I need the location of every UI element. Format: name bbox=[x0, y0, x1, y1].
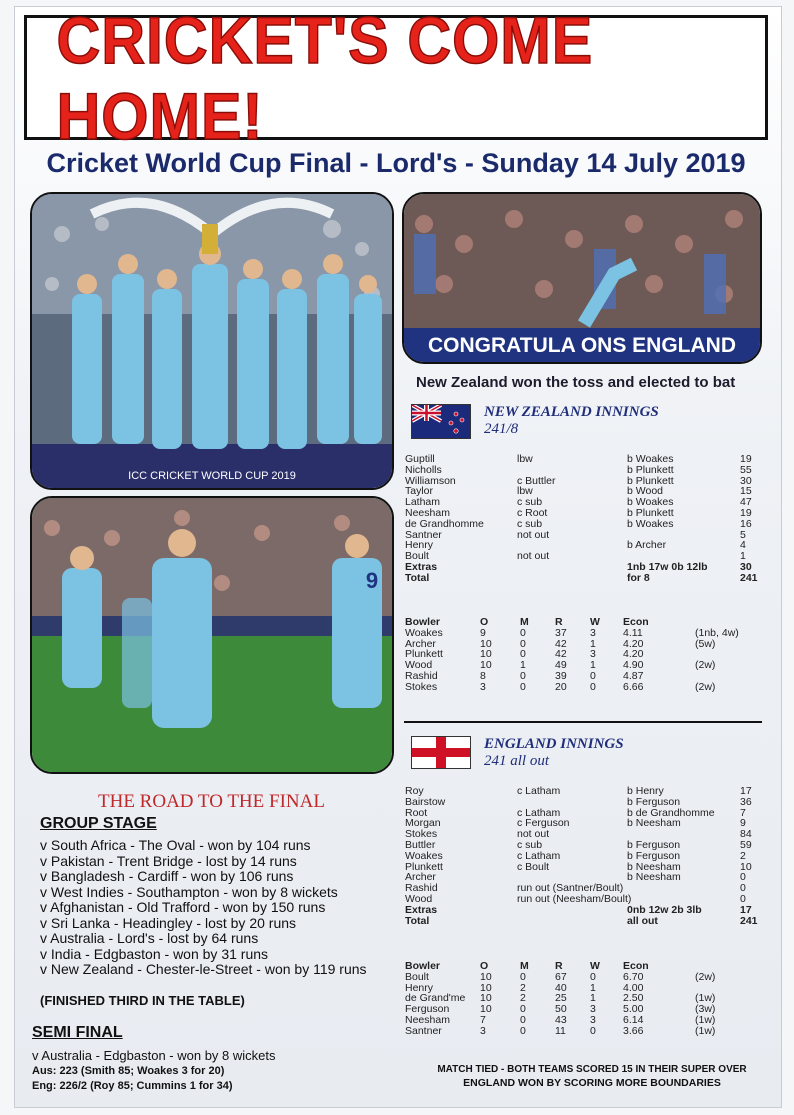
batsman-name: Henry bbox=[405, 539, 434, 552]
overs: 10 bbox=[480, 648, 492, 661]
bowling-row bbox=[405, 628, 765, 639]
bowling-column-header: Bowler bbox=[405, 960, 441, 972]
wickets: 0 bbox=[590, 680, 596, 693]
batting-row bbox=[405, 786, 765, 797]
extras-row-value: 30 bbox=[740, 560, 752, 573]
trophy-celebration-photo bbox=[30, 192, 394, 490]
batsman-name: Williamson bbox=[405, 474, 456, 487]
total-row-label: Total bbox=[405, 571, 430, 584]
economy: 2.50 bbox=[623, 992, 644, 1005]
runs-conceded: 25 bbox=[555, 992, 567, 1005]
batting-row bbox=[405, 851, 765, 862]
overs: 3 bbox=[480, 1024, 486, 1037]
dismissal: c sub bbox=[517, 496, 543, 509]
bowler-credit: b de Grandhomme bbox=[627, 806, 715, 819]
extras-row-label: Extras bbox=[405, 560, 438, 573]
group-match-result: v New Zealand - Chester-le-Street - won by 119 runs bbox=[40, 961, 367, 977]
runs-conceded: 42 bbox=[555, 648, 567, 661]
bowler-credit: b Ferguson bbox=[627, 795, 681, 808]
england-flag-icon bbox=[411, 736, 471, 769]
extras-row-detail: 0nb 12w 2b 3lb bbox=[627, 903, 702, 916]
overs: 10 bbox=[480, 970, 492, 983]
runs: 55 bbox=[740, 463, 752, 476]
runs: 2 bbox=[740, 849, 746, 862]
economy: 4.11 bbox=[623, 626, 643, 639]
economy: 4.87 bbox=[623, 669, 644, 682]
group-match-result: v Sri Lanka - Headingley - lost by 20 runs bbox=[40, 914, 297, 931]
maidens: 0 bbox=[520, 680, 526, 693]
maidens: 0 bbox=[520, 1024, 526, 1037]
dismissal: c Latham bbox=[517, 806, 561, 819]
bowler-credit: b Ferguson bbox=[627, 838, 681, 851]
extras-note: (2w) bbox=[695, 970, 716, 983]
congratulations-photo bbox=[402, 192, 762, 364]
batsman-name: Buttler bbox=[405, 838, 436, 851]
wickets: 1 bbox=[590, 981, 596, 994]
maidens: 0 bbox=[520, 1003, 526, 1016]
batting-row bbox=[405, 829, 765, 840]
runs-conceded: 39 bbox=[555, 669, 567, 682]
eng-batting-card bbox=[405, 786, 765, 926]
bowler-name: Archer bbox=[405, 637, 436, 650]
trophy-photo-caption: ICC CRICKET WORLD CUP 2019 bbox=[128, 470, 296, 482]
runs: 19 bbox=[740, 453, 752, 465]
batting-row bbox=[405, 519, 765, 530]
batting-row bbox=[405, 540, 765, 551]
extras-note: (1nb, 4w) bbox=[695, 626, 739, 639]
runs: 15 bbox=[740, 485, 752, 498]
batting-row bbox=[405, 797, 765, 808]
table-position-note: (FINISHED THIRD IN THE TABLE) bbox=[40, 993, 245, 1008]
wickets: 3 bbox=[590, 626, 596, 639]
bowler-credit: b Ferguson bbox=[627, 849, 681, 862]
batsman-name: Bairstow bbox=[405, 795, 446, 808]
road-to-final-title: THE ROAD TO THE FINAL bbox=[98, 791, 325, 812]
batting-row bbox=[405, 551, 765, 562]
bowler-credit: b Neesham bbox=[627, 871, 681, 884]
dismissal: c Buttler bbox=[517, 474, 556, 487]
economy: 3.66 bbox=[623, 1024, 644, 1037]
dismissal: run out (Neesham/Boult) bbox=[517, 892, 632, 905]
bowling-column-header: O bbox=[480, 616, 489, 628]
batting-row bbox=[405, 894, 765, 905]
maidens: 2 bbox=[520, 981, 526, 994]
batsman-name: Santner bbox=[405, 528, 442, 541]
poster-subtitle: Cricket World Cup Final - Lord's - Sunday 14 July 2019 bbox=[46, 148, 746, 178]
overs: 10 bbox=[480, 659, 492, 672]
runs: 0 bbox=[740, 892, 746, 905]
bowling-column-header: Econ bbox=[623, 960, 649, 972]
dismissal: lbw bbox=[517, 453, 533, 465]
bowling-column-header: R bbox=[555, 616, 563, 628]
total-row bbox=[405, 916, 765, 927]
dismissal: run out (Santner/Boult) bbox=[517, 882, 624, 895]
batting-row bbox=[405, 486, 765, 497]
batsman-name: Boult bbox=[405, 550, 429, 563]
dismissal: not out bbox=[517, 528, 550, 541]
runs: 36 bbox=[740, 795, 752, 808]
bowling-row bbox=[405, 1026, 765, 1037]
dismissal: not out bbox=[517, 828, 550, 841]
england-score: Eng: 226/2 (Roy 85; Cummins 1 for 34) bbox=[32, 1080, 233, 1092]
runs: 19 bbox=[740, 506, 752, 519]
winning-moment-photo bbox=[30, 496, 394, 774]
runs: 16 bbox=[740, 517, 752, 530]
nz-innings-title: NEW ZEALAND INNINGS bbox=[484, 404, 659, 420]
bowler-name: Plunkett bbox=[405, 648, 443, 661]
dismissal: c Ferguson bbox=[517, 817, 570, 830]
dismissal: not out bbox=[517, 550, 550, 563]
dismissal: c Latham bbox=[517, 785, 561, 797]
bowler-credit: b Plunkett bbox=[627, 506, 674, 519]
total-row bbox=[405, 573, 765, 584]
group-match-result: v Pakistan - Trent Bridge - lost by 14 runs bbox=[40, 852, 297, 869]
economy: 4.00 bbox=[623, 981, 644, 994]
runs-conceded: 43 bbox=[555, 1013, 567, 1026]
runs: 84 bbox=[740, 828, 752, 841]
total-row-value: 241 bbox=[740, 571, 758, 584]
extras-row-label: Extras bbox=[405, 903, 438, 916]
overs: 10 bbox=[480, 637, 492, 650]
batting-row bbox=[405, 530, 765, 541]
bowler-credit: b Woakes bbox=[627, 496, 674, 509]
maidens: 0 bbox=[520, 626, 526, 639]
nz-innings-header bbox=[484, 404, 659, 438]
group-match-result: v Bangladesh - Cardiff - won by 106 runs bbox=[40, 868, 294, 884]
runs-conceded: 42 bbox=[555, 637, 567, 650]
bowling-row bbox=[405, 639, 765, 650]
poster-title: CRICKET'S COME HOME! bbox=[56, 2, 594, 153]
economy: 6.14 bbox=[623, 1013, 644, 1026]
dismissal: c Latham bbox=[517, 849, 561, 862]
extras-note: (3w) bbox=[695, 1003, 716, 1016]
bowler-name: Neesham bbox=[405, 1013, 450, 1026]
bowler-credit: b Neesham bbox=[627, 860, 681, 873]
bowler-name: Santner bbox=[405, 1024, 442, 1037]
dismissal: c Root bbox=[517, 506, 548, 519]
runs: 4 bbox=[740, 539, 746, 552]
super-over-note: MATCH TIED - BOTH TEAMS SCORED 15 IN THEIR SUPER OVER bbox=[437, 1064, 747, 1075]
bowling-row bbox=[405, 972, 765, 983]
wickets: 0 bbox=[590, 970, 596, 983]
bowler-credit: b Henry bbox=[627, 785, 664, 797]
bowler-name: de Grand'me bbox=[405, 992, 466, 1005]
batsman-name: Plunkett bbox=[405, 860, 443, 873]
batsman-name: Stokes bbox=[405, 828, 438, 841]
semi-final-result: v Australia - Edgbaston - won by 8 wickets bbox=[32, 1048, 276, 1063]
bowler-credit: b Neesham bbox=[627, 817, 681, 830]
wickets: 1 bbox=[590, 992, 596, 1005]
extras-row bbox=[405, 905, 765, 916]
australia-score: Aus: 223 (Smith 85; Woakes 3 for 20) bbox=[32, 1065, 225, 1077]
runs: 0 bbox=[740, 882, 746, 895]
economy: 4.20 bbox=[623, 637, 644, 650]
eng-innings-header bbox=[484, 736, 624, 770]
toss-note: New Zealand won the toss and elected to bat bbox=[416, 374, 736, 391]
bowling-column-header: R bbox=[555, 960, 563, 972]
batsman-name: Rashid bbox=[405, 882, 438, 895]
nz-batting-card bbox=[405, 454, 765, 584]
economy: 6.70 bbox=[623, 970, 644, 983]
wickets: 0 bbox=[590, 1024, 596, 1037]
batting-row bbox=[405, 840, 765, 851]
runs: 47 bbox=[740, 496, 752, 509]
batsman-name: Neesham bbox=[405, 506, 450, 519]
boundary-count-note: ENGLAND WON BY SCORING MORE BOUNDARIES bbox=[463, 1077, 721, 1089]
batsman-name: Taylor bbox=[405, 485, 434, 498]
batsman-name: Morgan bbox=[405, 817, 441, 830]
wickets: 3 bbox=[590, 648, 596, 661]
wickets: 1 bbox=[590, 659, 596, 672]
runs-conceded: 11 bbox=[555, 1024, 566, 1037]
group-stage-heading: GROUP STAGE bbox=[40, 815, 157, 832]
overs: 9 bbox=[480, 626, 486, 639]
batting-row bbox=[405, 862, 765, 873]
economy: 5.00 bbox=[623, 1003, 644, 1016]
extras-note: (1w) bbox=[695, 1013, 716, 1026]
bowler-name: Boult bbox=[405, 970, 429, 983]
overs: 8 bbox=[480, 669, 486, 682]
bowler-name: Stokes bbox=[405, 680, 438, 693]
dismissal: c Boult bbox=[517, 860, 550, 873]
extras-row-detail: 1nb 17w 0b 12lb bbox=[627, 560, 708, 573]
bowler-name: Woakes bbox=[405, 626, 443, 639]
total-row-detail: for 8 bbox=[627, 571, 650, 584]
nz-innings-score: 241/8 bbox=[484, 421, 519, 437]
group-match-result: v West Indies - Southampton - won by 8 wickets bbox=[40, 883, 338, 900]
bowling-column-header: W bbox=[590, 616, 600, 628]
bowling-column-header: M bbox=[520, 960, 529, 972]
runs: 7 bbox=[740, 806, 746, 819]
bowler-credit: b Woakes bbox=[627, 453, 674, 465]
total-row-detail: all out bbox=[627, 914, 658, 927]
group-match-result: v India - Edgbaston - won by 31 runs bbox=[40, 945, 269, 962]
batting-row bbox=[405, 818, 765, 829]
group-match-result: v Afghanistan - Old Trafford - won by 150 runs bbox=[40, 899, 326, 915]
dismissal: c sub bbox=[517, 838, 543, 851]
bowler-name: Wood bbox=[405, 659, 433, 672]
overs: 10 bbox=[480, 992, 492, 1005]
batsman-name: Latham bbox=[405, 496, 441, 509]
total-row-label: Total bbox=[405, 914, 430, 927]
banner-text: CONGRATULA ONS ENGLAND bbox=[428, 334, 736, 357]
runs-conceded: 67 bbox=[555, 970, 567, 983]
batsman-name: Nicholls bbox=[405, 463, 442, 476]
batsman-name: Guptill bbox=[405, 453, 435, 465]
extras-row-value: 17 bbox=[740, 903, 752, 916]
maidens: 0 bbox=[520, 648, 526, 661]
economy: 4.90 bbox=[623, 659, 644, 672]
maidens: 0 bbox=[520, 669, 526, 682]
batsman-name: Archer bbox=[405, 871, 436, 884]
eng-innings-score: 241 all out bbox=[484, 753, 550, 769]
eng-innings-title: ENGLAND INNINGS bbox=[484, 736, 624, 752]
batsman-name: Woakes bbox=[405, 849, 443, 862]
runs: 59 bbox=[740, 838, 752, 851]
extras-note: (1w) bbox=[695, 992, 716, 1005]
dismissal: c sub bbox=[517, 517, 543, 530]
batsman-name: de Grandhomme bbox=[405, 517, 484, 530]
bowling-column-header: O bbox=[480, 960, 489, 972]
bowler-credit: b Plunkett bbox=[627, 474, 674, 487]
maidens: 2 bbox=[520, 992, 526, 1005]
runs-conceded: 50 bbox=[555, 1003, 567, 1016]
overs: 7 bbox=[480, 1013, 486, 1026]
title-box bbox=[24, 2, 768, 153]
economy: 6.66 bbox=[623, 680, 644, 693]
runs: 10 bbox=[740, 860, 752, 873]
group-stage-results bbox=[40, 838, 367, 978]
maidens: 0 bbox=[520, 1013, 526, 1026]
bowling-row bbox=[405, 660, 765, 671]
economy: 4.20 bbox=[623, 648, 644, 661]
runs-conceded: 40 bbox=[555, 981, 567, 994]
bowler-name: Rashid bbox=[405, 669, 438, 682]
batting-row bbox=[405, 476, 765, 487]
maidens: 0 bbox=[520, 970, 526, 983]
bowling-column-header: Econ bbox=[623, 616, 649, 628]
maidens: 1 bbox=[520, 659, 526, 672]
eng-bowling-card bbox=[405, 961, 765, 1037]
group-match-result: v Australia - Lord's - lost by 64 runs bbox=[40, 930, 259, 946]
overs: 10 bbox=[480, 981, 492, 994]
wickets: 1 bbox=[590, 637, 596, 650]
batting-row bbox=[405, 808, 765, 819]
bowler-name: Henry bbox=[405, 981, 434, 994]
extras-row bbox=[405, 562, 765, 573]
wickets: 0 bbox=[590, 669, 596, 682]
semi-final-heading: SEMI FINAL bbox=[32, 1024, 123, 1041]
bowler-credit: b Wood bbox=[627, 485, 663, 498]
extras-note: (2w) bbox=[695, 659, 716, 672]
batsman-name: Wood bbox=[405, 892, 433, 905]
overs: 10 bbox=[480, 1003, 492, 1016]
runs: 9 bbox=[740, 817, 746, 830]
runs-conceded: 49 bbox=[555, 659, 567, 672]
runs-conceded: 37 bbox=[555, 626, 567, 639]
extras-note: (2w) bbox=[695, 680, 716, 693]
runs: 5 bbox=[740, 528, 746, 541]
runs: 1 bbox=[740, 550, 746, 563]
nz-bowling-card bbox=[405, 617, 765, 693]
batting-row bbox=[405, 497, 765, 508]
batsman-name: Root bbox=[405, 806, 428, 819]
shirt-number: 9 bbox=[365, 568, 379, 593]
bowler-credit: b Woakes bbox=[627, 517, 674, 530]
new-zealand-flag-icon bbox=[411, 404, 471, 439]
runs: 0 bbox=[740, 871, 746, 884]
batting-row bbox=[405, 454, 765, 465]
bowling-column-header: W bbox=[590, 960, 600, 972]
bowler-name: Ferguson bbox=[405, 1003, 450, 1016]
maidens: 0 bbox=[520, 637, 526, 650]
dismissal: lbw bbox=[517, 485, 533, 498]
runs-conceded: 20 bbox=[555, 680, 567, 693]
wickets: 3 bbox=[590, 1003, 596, 1016]
bowling-row bbox=[405, 682, 765, 693]
extras-note: (5w) bbox=[695, 637, 716, 650]
runs: 30 bbox=[740, 474, 752, 487]
bowler-credit: b Archer bbox=[627, 539, 667, 552]
total-row-value: 241 bbox=[740, 914, 758, 927]
batsman-name: Roy bbox=[405, 785, 424, 797]
bowling-column-header: Bowler bbox=[405, 616, 441, 628]
innings-divider bbox=[404, 721, 762, 723]
group-match-result: v South Africa - The Oval - won by 104 runs bbox=[40, 837, 311, 853]
wickets: 3 bbox=[590, 1013, 596, 1026]
bowling-column-header: M bbox=[520, 616, 529, 628]
batting-row bbox=[405, 465, 765, 476]
runs: 17 bbox=[740, 785, 752, 797]
overs: 3 bbox=[480, 680, 486, 693]
bowler-credit: b Plunkett bbox=[627, 463, 674, 476]
extras-note: (1w) bbox=[695, 1024, 716, 1037]
